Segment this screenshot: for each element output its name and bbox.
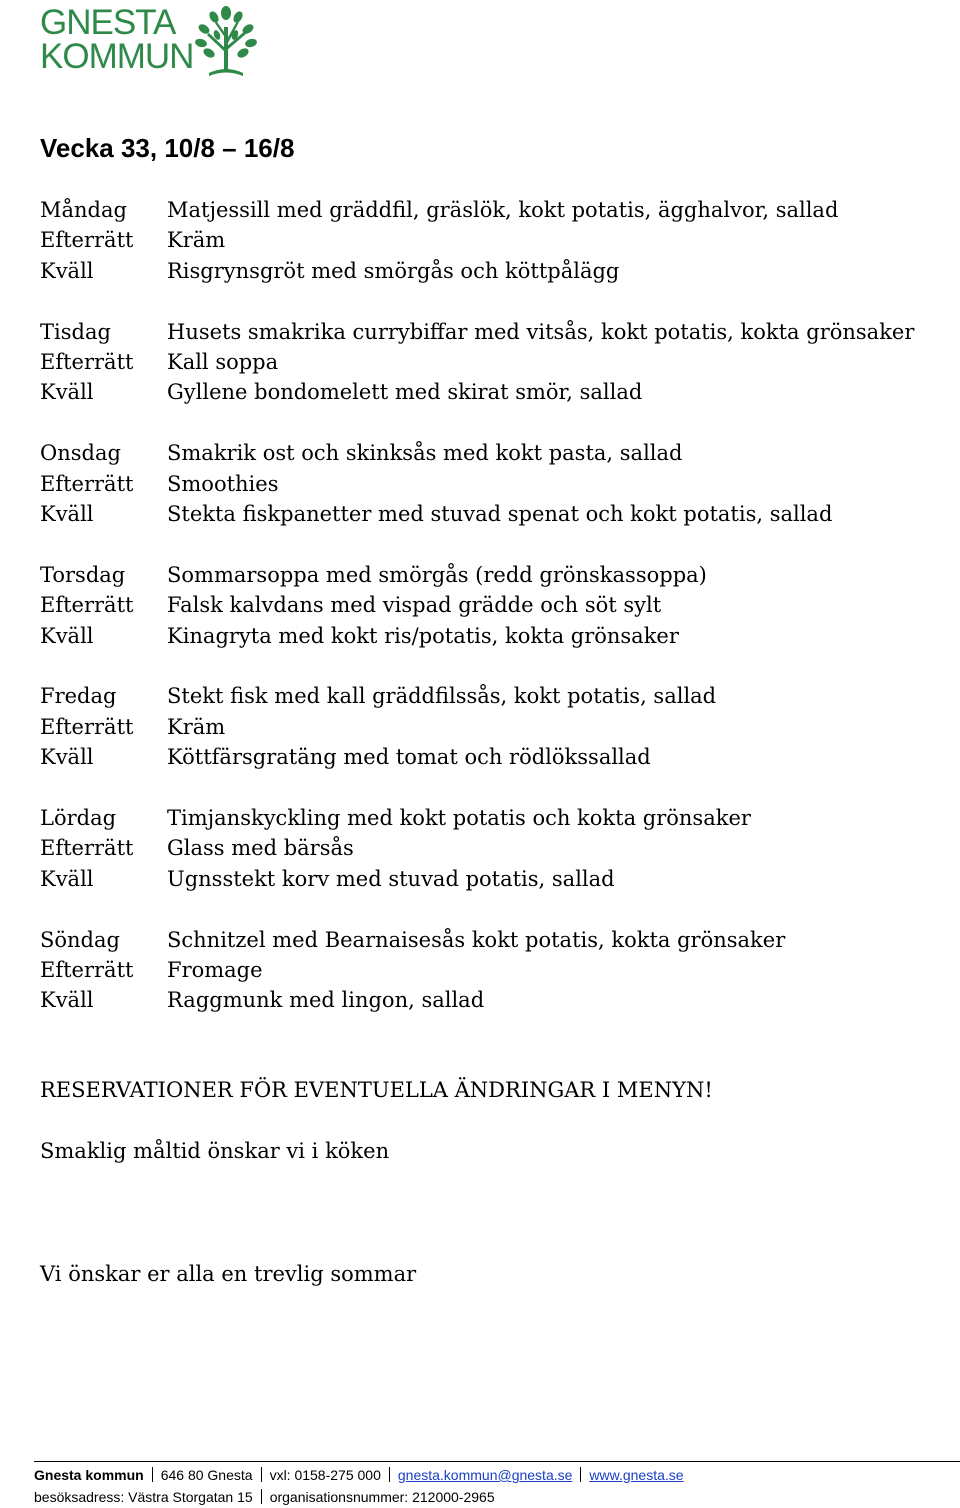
- lunch-row: [40, 317, 940, 347]
- dessert-row: [40, 469, 940, 499]
- greeting-text: Smaklig måltid önskar vi i köken: [40, 1139, 390, 1163]
- dessert-dish: Glass med bärsås: [167, 836, 354, 861]
- dessert-row: [40, 590, 940, 620]
- evening-label: Kväll: [40, 988, 94, 1013]
- day-block-monday: [40, 195, 940, 286]
- footer-separator: [152, 1467, 153, 1482]
- dessert-label: Efterrätt: [40, 714, 134, 739]
- dessert-row: [40, 712, 940, 742]
- lunch-dish: Sommarsoppa med smörgås (redd grönskassoppa): [167, 562, 707, 587]
- dessert-dish: Kräm: [167, 714, 226, 739]
- day-block-saturday: [40, 803, 940, 894]
- evening-row: [40, 499, 940, 529]
- dessert-label: Efterrätt: [40, 350, 134, 375]
- dessert-row: [40, 225, 940, 255]
- footer-web-link[interactable]: www.gnesta.se: [589, 1467, 684, 1483]
- footer: [34, 1464, 960, 1508]
- dessert-dish: Kräm: [167, 228, 226, 253]
- evening-row: [40, 621, 940, 651]
- dessert-row: [40, 833, 940, 863]
- lunch-row: [40, 560, 940, 590]
- lunch-dish: Timjanskyckling med kokt potatis och kokta grönsaker: [167, 806, 751, 831]
- evening-row: [40, 864, 940, 894]
- dessert-label: Efterrätt: [40, 228, 134, 253]
- lunch-dish: Stekt fisk med kall gräddfilssås, kokt potatis, sallad: [167, 684, 717, 709]
- dessert-dish: Falsk kalvdans med vispad grädde och söt sylt: [167, 593, 662, 618]
- footer-contact-line: [34, 1464, 960, 1486]
- lunch-dish: Smakrik ost och skinksås med kokt pasta, sallad: [167, 441, 683, 466]
- footer-org-number: organisationsnummer: 212000-2965: [269, 1489, 495, 1505]
- footer-separator: [261, 1467, 262, 1482]
- logo-text-kommun: KOMMUN: [40, 37, 194, 76]
- day-label: Tisdag: [40, 319, 111, 344]
- evening-label: Kväll: [40, 502, 94, 527]
- logo-text-gnesta: GNESTA: [40, 3, 176, 42]
- summer-wish-text: Vi önskar er alla en trevlig sommar: [40, 1262, 417, 1286]
- evening-label: Kväll: [40, 380, 94, 405]
- evening-row: [40, 256, 940, 286]
- day-label: Lördag: [40, 806, 117, 831]
- lunch-row: [40, 438, 940, 468]
- footer-org-name: Gnesta kommun: [34, 1467, 144, 1483]
- lunch-row: [40, 803, 940, 833]
- evening-dish: Kinagryta med kokt ris/potatis, kokta grönsaker: [167, 623, 679, 648]
- evening-dish: Stekta fiskpanetter med stuvad spenat och kokt potatis, sallad: [167, 502, 833, 527]
- lunch-dish: Husets smakrika currybiffar med vitsås, kokt potatis, kokta grönsaker: [167, 319, 915, 344]
- day-label: Måndag: [40, 198, 127, 222]
- reservation-notice: RESERVATIONER FÖR EVENTUELLA ÄNDRINGAR I MENYN!: [40, 1078, 713, 1102]
- evening-dish: Köttfärsgratäng med tomat och rödlökssallad: [167, 745, 651, 770]
- evening-row: [40, 742, 940, 772]
- footer-phone: vxl: 0158-275 000: [269, 1467, 381, 1483]
- tree-emblem-icon: [195, 5, 257, 80]
- dessert-label: Efterrätt: [40, 471, 134, 496]
- evening-label: Kväll: [40, 866, 94, 891]
- lunch-dish: Matjessill med gräddfil, gräslök, kokt potatis, ägghalvor, sallad: [167, 198, 839, 222]
- footer-separator: [261, 1489, 262, 1504]
- lunch-row: [40, 681, 940, 711]
- dessert-row: [40, 347, 940, 377]
- evening-label: Kväll: [40, 258, 94, 283]
- lunch-row: [40, 925, 940, 955]
- gnesta-kommun-logo: [40, 5, 255, 75]
- evening-dish: Raggmunk med lingon, sallad: [167, 988, 485, 1013]
- day-label: Torsdag: [40, 562, 126, 587]
- dessert-label: Efterrätt: [40, 958, 134, 983]
- day-label: Fredag: [40, 684, 117, 709]
- dessert-label: Efterrätt: [40, 593, 134, 618]
- footer-separator: [580, 1467, 581, 1482]
- dessert-dish: Smoothies: [167, 471, 279, 496]
- day-block-thursday: [40, 560, 940, 651]
- footer-email-link[interactable]: gnesta.kommun@gnesta.se: [397, 1467, 573, 1483]
- evening-dish: Gyllene bondomelett med skirat smör, sallad: [167, 380, 643, 405]
- footer-postal: 646 80 Gnesta: [160, 1467, 253, 1483]
- evening-label: Kväll: [40, 623, 94, 648]
- dessert-label: Efterrätt: [40, 836, 134, 861]
- weekly-menu: [40, 195, 940, 1046]
- evening-row: [40, 985, 940, 1015]
- day-block-friday: [40, 681, 940, 772]
- evening-label: Kväll: [40, 745, 94, 770]
- day-block-sunday: [40, 925, 940, 1016]
- lunch-dish: Schnitzel med Bearnaisesås kokt potatis, kokta grönsaker: [167, 927, 786, 952]
- page-title: Vecka 33, 10/8 – 16/8: [40, 133, 295, 163]
- dessert-row: [40, 955, 940, 985]
- evening-row: [40, 377, 940, 407]
- evening-dish: Ugnsstekt korv med stuvad potatis, sallad: [167, 866, 615, 891]
- evening-dish: Risgrynsgröt med smörgås och köttpålägg: [167, 258, 620, 283]
- day-block-wednesday: [40, 438, 940, 529]
- day-block-tuesday: [40, 317, 940, 408]
- lunch-row: [40, 195, 940, 225]
- day-label: Söndag: [40, 927, 120, 952]
- footer-separator: [389, 1467, 390, 1482]
- footer-divider: [34, 1461, 960, 1462]
- dessert-dish: Kall soppa: [167, 350, 279, 375]
- footer-visit-address: besöksadress: Västra Storgatan 15: [34, 1489, 253, 1505]
- dessert-dish: Fromage: [167, 958, 263, 983]
- day-label: Onsdag: [40, 441, 121, 466]
